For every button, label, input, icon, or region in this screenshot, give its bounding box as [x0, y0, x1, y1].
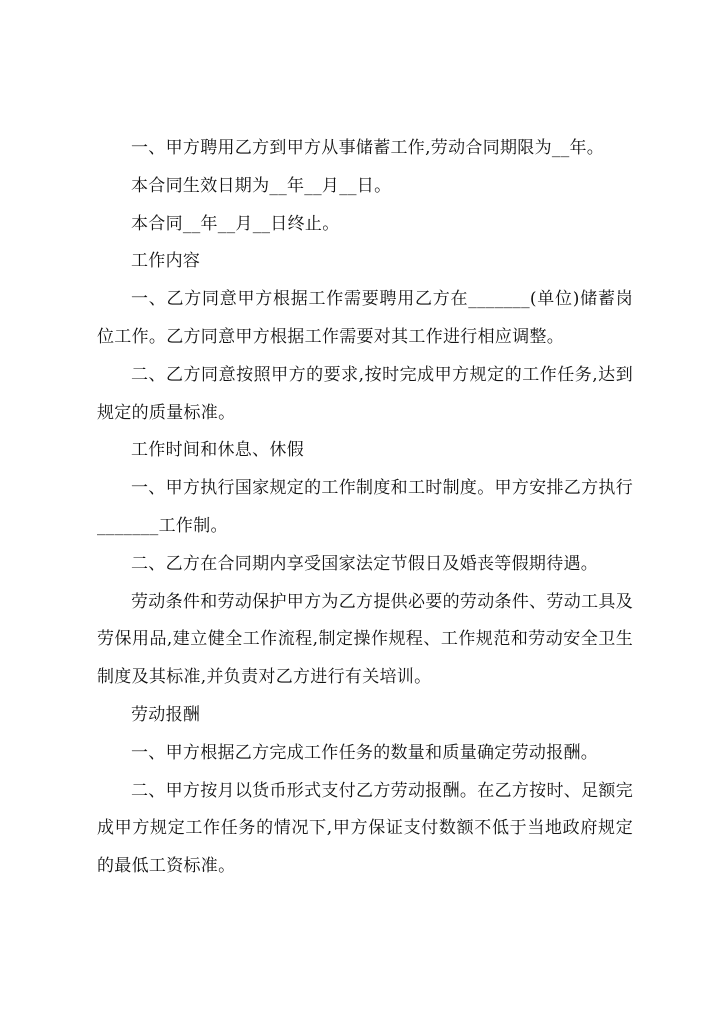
section-heading-work-content: 工作内容 — [131, 251, 201, 272]
work-content-clause-2: 二、乙方同意按照甲方的要求,按时完成甲方规定的工作任务,达到规定的质量标准。 — [97, 364, 633, 423]
document-body — [97, 130, 633, 886]
work-time-clause-2: 二、乙方在合同期内享受国家法定节假日及婚丧等假期待遇。 — [131, 553, 599, 574]
term-paragraph: 一、甲方聘用乙方到甲方从事储蓄工作,劳动合同期限为__年。 — [131, 138, 605, 158]
remuneration-clause-1: 一、甲方根据乙方完成工作任务的数量和质量确定劳动报酬。 — [131, 742, 599, 763]
remuneration-clause-2: 二、甲方按月以货币形式支付乙方劳动报酬。在乙方按时、足额完成甲方规定工作任务的情况下,甲方保证支付数额不低于当地政府规定的最低工资标准。 — [97, 780, 633, 877]
work-time-clause-1: 一、甲方执行国家规定的工作制度和工时制度。甲方安排乙方执行_______工作制。 — [97, 478, 633, 536]
work-content-clause-1: 一、乙方同意甲方根据工作需要聘用乙方在_______(单位)储蓄岗位工作。乙方同意甲方根据工作需要对其工作进行相应调整。 — [97, 289, 633, 347]
termination-date-paragraph: 本合同__年__月__日终止。 — [131, 213, 340, 234]
labor-protection-paragraph: 劳动条件和劳动保护甲方为乙方提供必要的劳动条件、劳动工具及劳保用品,建立健全工作流程,制定操作规程、工作规范和劳动安全卫生制度及其标准,并负责对乙方进行有关培训。 — [97, 591, 633, 688]
effective-date-paragraph: 本合同生效日期为__年__月__日。 — [131, 175, 392, 196]
section-heading-remuneration: 劳动报酬 — [131, 704, 201, 725]
section-heading-work-time: 工作时间和休息、休假 — [131, 440, 304, 461]
